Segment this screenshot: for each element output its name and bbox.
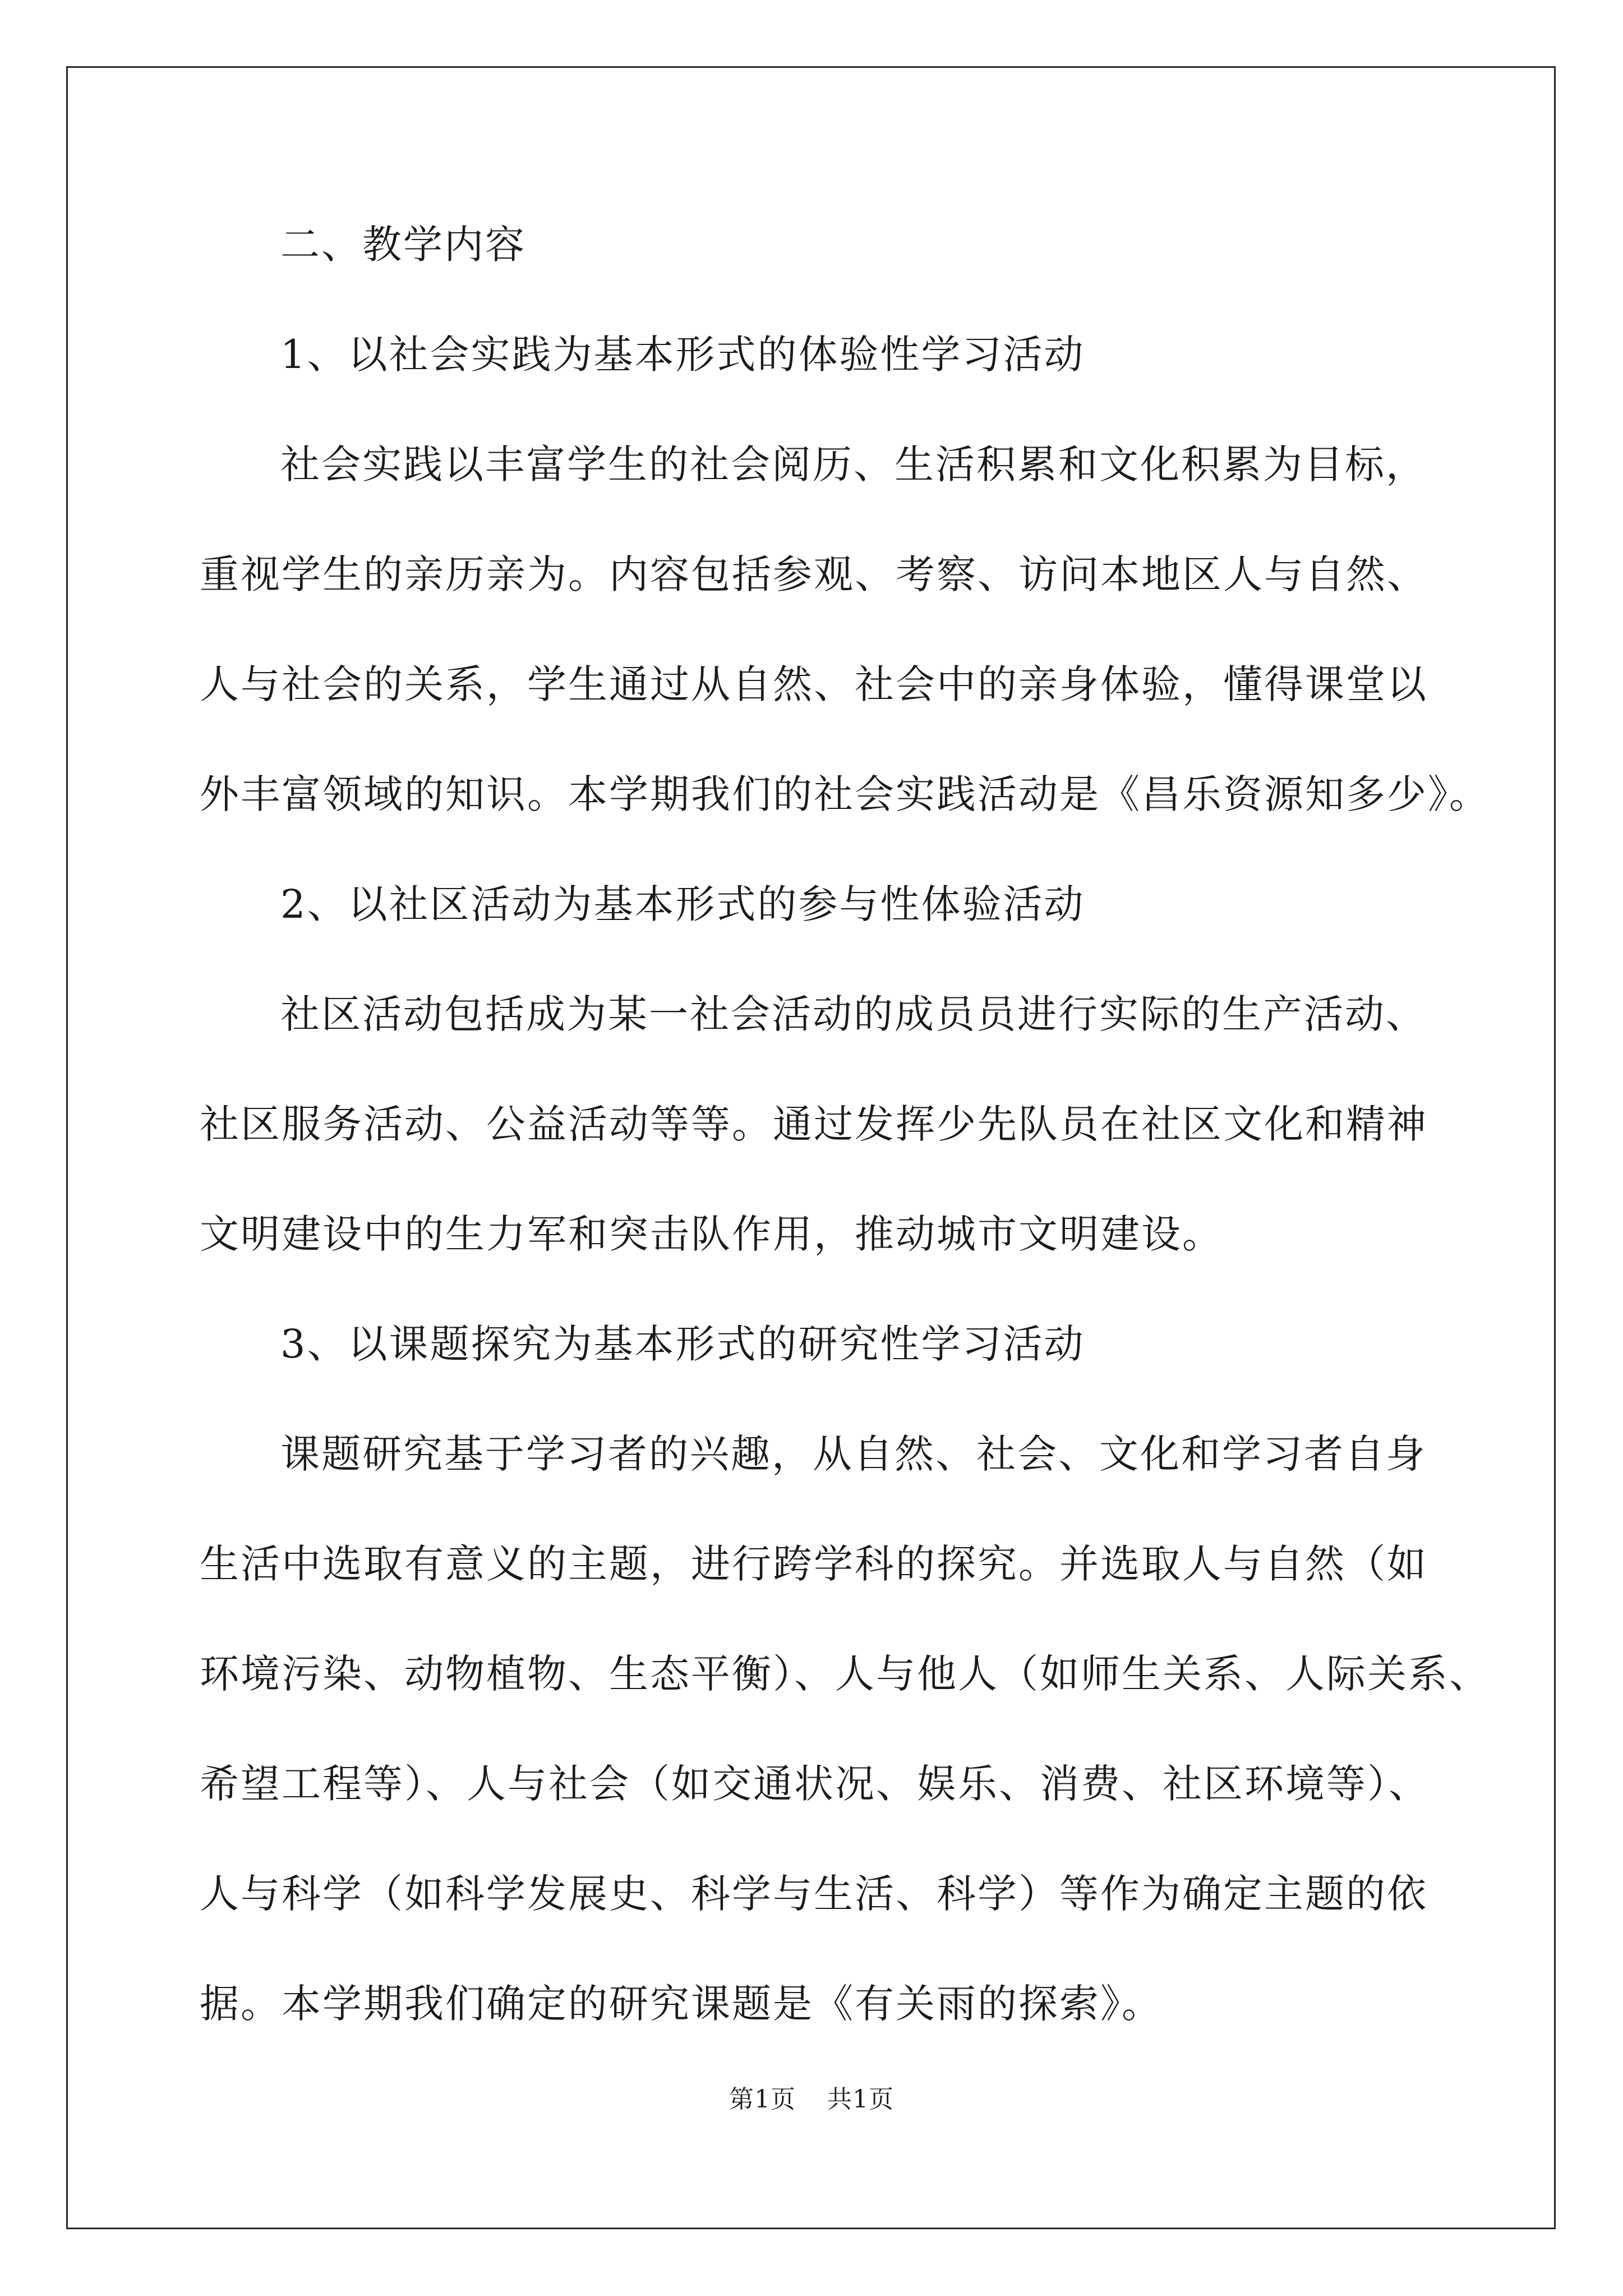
subsection-heading: 3、以课题探究为基本形式的研究性学习活动 <box>280 1321 1085 1367</box>
subsection-heading: 2、以社区活动为基本形式的参与性体验活动 <box>280 881 1085 927</box>
section-heading: 二、教学内容 <box>280 222 526 268</box>
page-count: 共1页 <box>827 2085 894 2114</box>
paragraph-line: 课题研究基于学习者的兴趣，从自然、社会、文化和学习者自身 <box>280 1431 1427 1477</box>
subsection-heading: 1、以社会实践为基本形式的体验性学习活动 <box>280 332 1085 378</box>
paragraph-line: 社区活动包括成为某一社会活动的成员员进行实际的生产活动、 <box>280 991 1427 1037</box>
paragraph-line: 社区服务活动、公益活动等等。通过发挥少先队员在社区文化和精神 <box>200 1101 1428 1147</box>
paragraph-line: 文明建设中的生力军和突击队作用，推动城市文明建设。 <box>200 1211 1223 1257</box>
paragraph-line: 社会实践以丰富学生的社会阅历、生活积累和文化积累为目标， <box>280 441 1427 487</box>
paragraph-line: 据。本学期我们确定的研究课题是《有关雨的探索》。 <box>200 1981 1163 2027</box>
page-number: 第1页 <box>729 2085 796 2114</box>
paragraph-line: 人与社会的关系，学生通过从自然、社会中的亲身体验，懂得课堂以 <box>200 661 1428 707</box>
paragraph-line: 重视学生的亲历亲为。内容包括参观、考察、访问本地区人与自然、 <box>200 551 1428 597</box>
paragraph-line: 生活中选取有意义的主题，进行跨学科的探究。并选取人与自然（如 <box>200 1541 1428 1587</box>
paragraph-line: 环境污染、动物植物、生态平衡）、人与他人（如师生关系、人际关系、 <box>200 1651 1490 1697</box>
page-footer <box>0 2086 1623 2114</box>
paragraph-line: 希望工程等）、人与社会（如交通状况、娱乐、消费、社区环境等）、 <box>200 1761 1430 1807</box>
paragraph-line: 人与科学（如科学发展史、科学与生活、科学）等作为确定主题的依 <box>200 1871 1428 1917</box>
paragraph-line: 外丰富领域的知识。本学期我们的社会实践活动是《昌乐资源知多少》。 <box>200 771 1490 817</box>
